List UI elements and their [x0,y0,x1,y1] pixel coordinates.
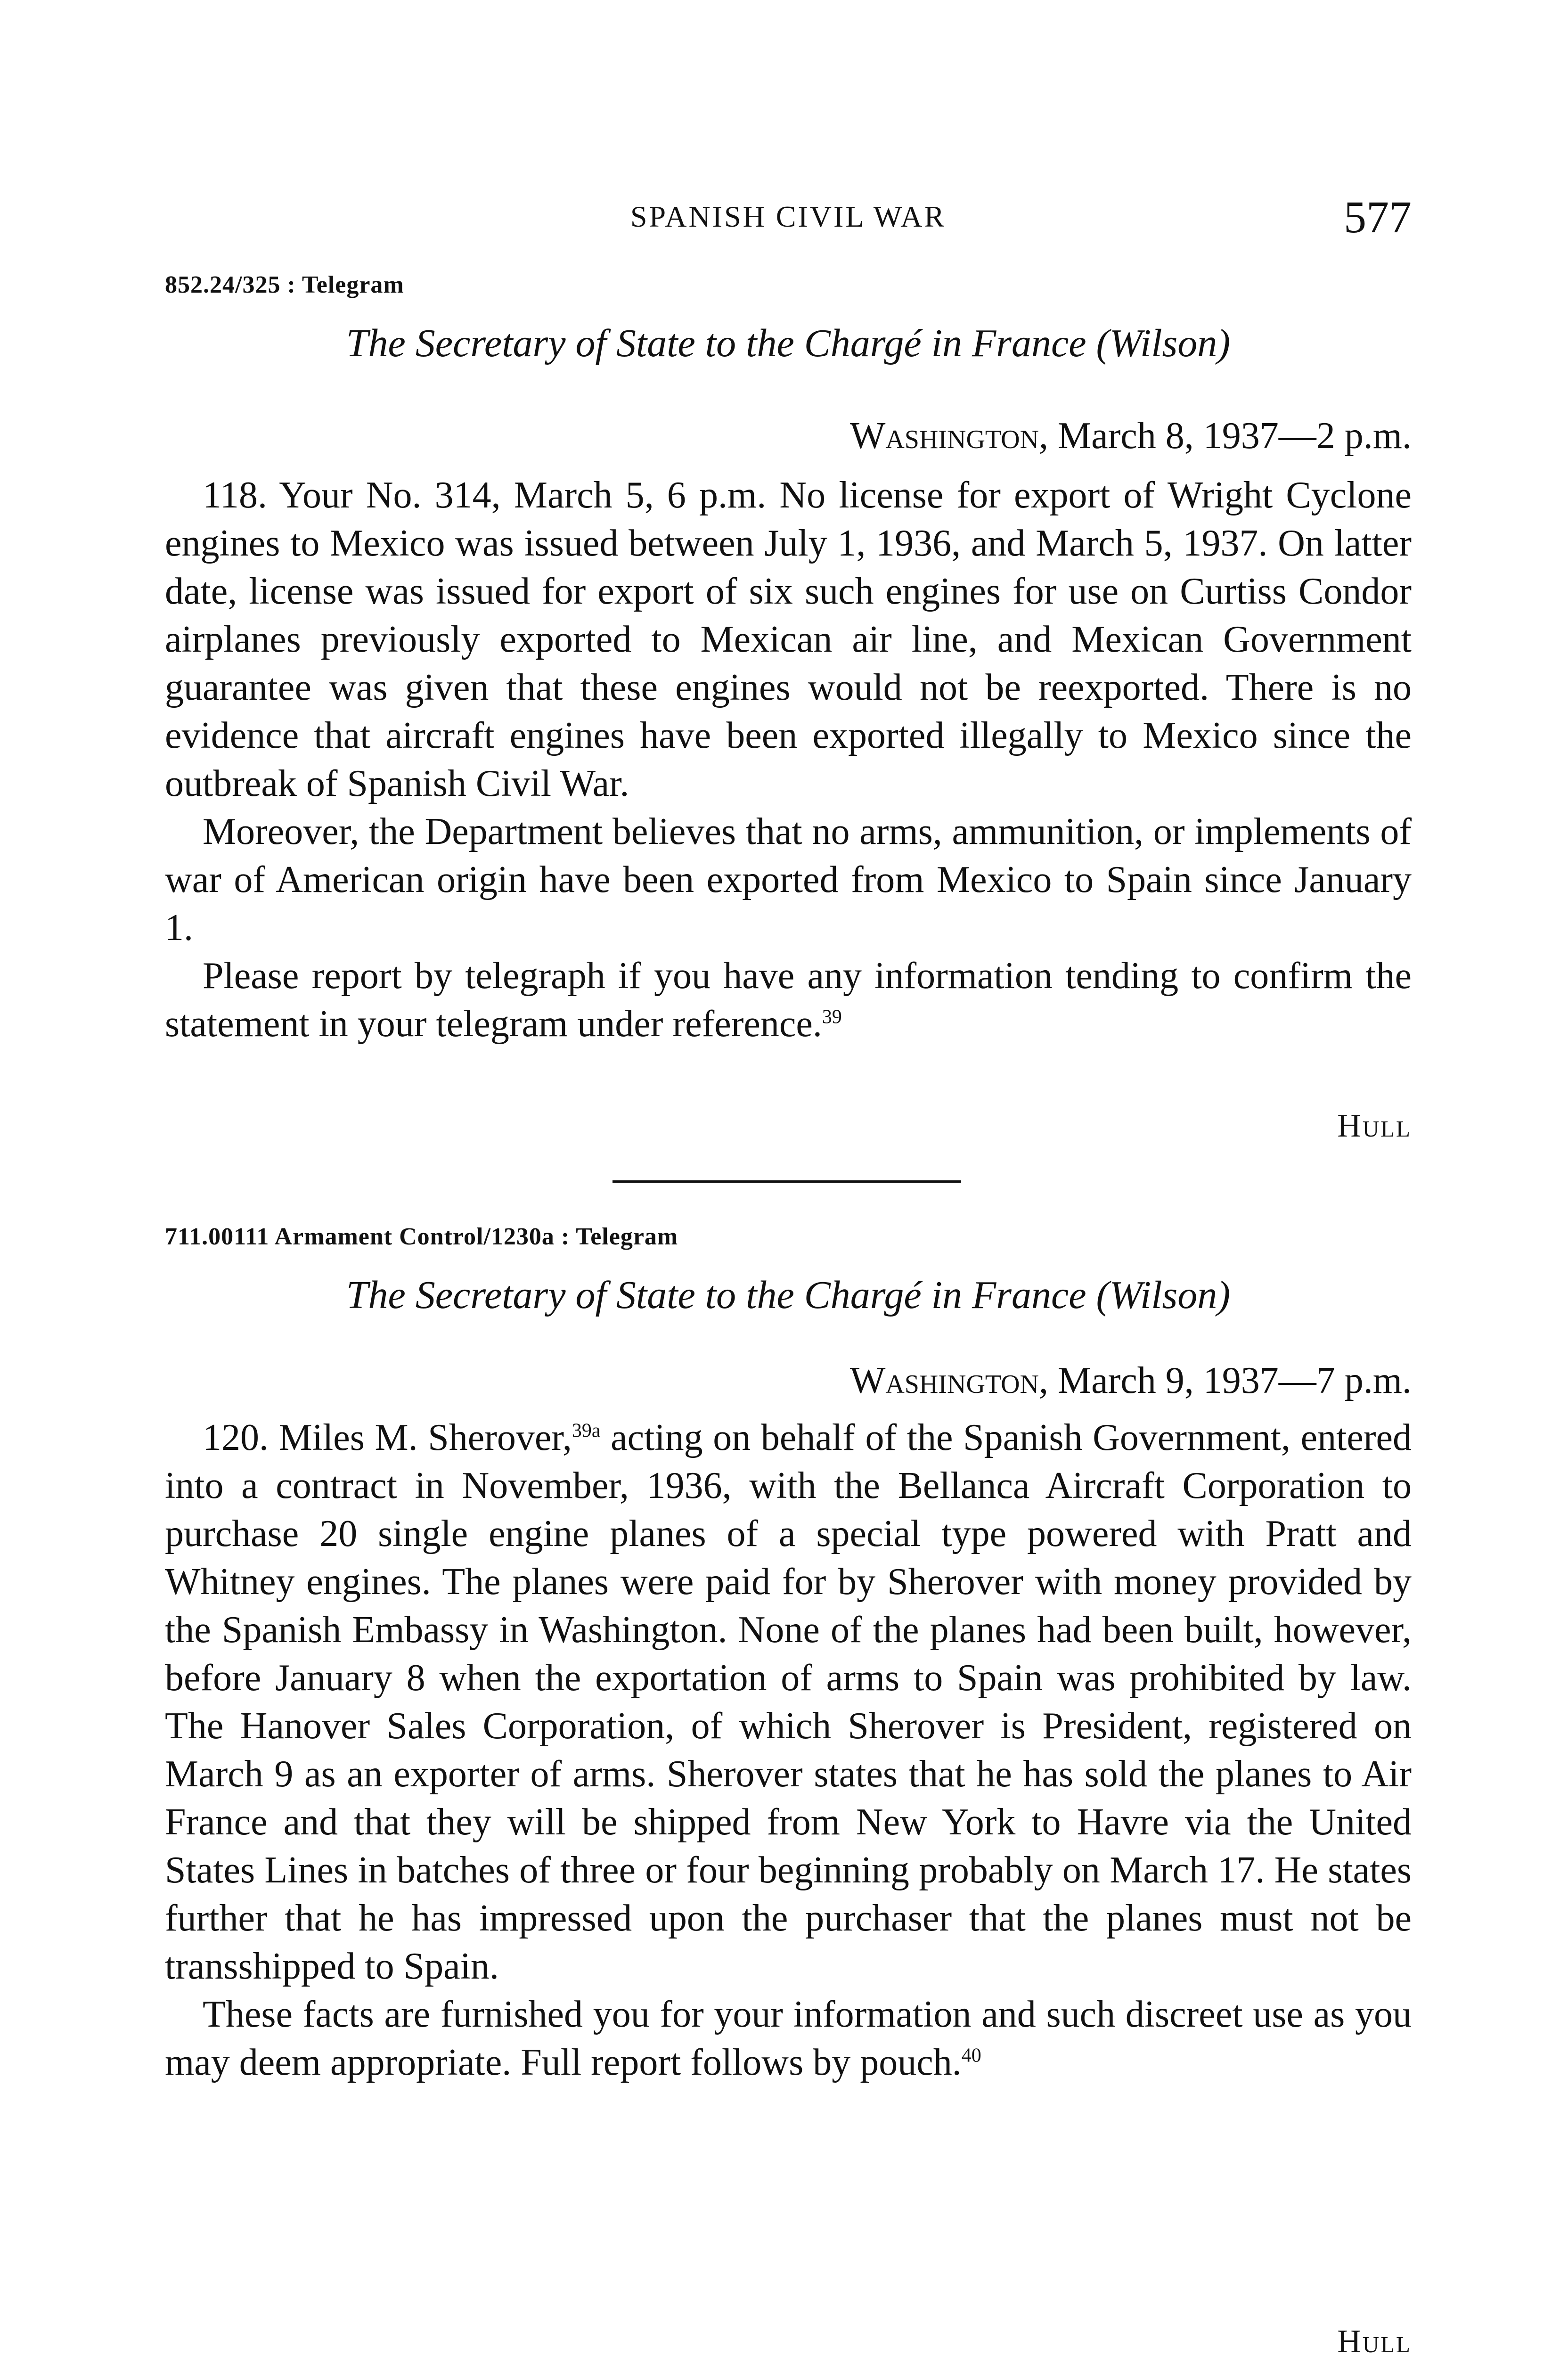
signature: Hull [1337,1108,1412,1144]
dateline-place: Washington, [849,415,1048,457]
paragraph-text: acting on behalf of the Spanish Government, entered into a contract in November, 1936, with the Bellanca Aircraft Corporation to purchase 20 single engine planes of a special type powered with Pratt and Whitney engines. The planes were paid for by Sherover with money provided by the Spanish Embassy in Washington. None of the planes had been built, however, before January 8 when the exportation of arms to Spain was prohibited by law. The Hanover Sales Corporation, of which Sherover is President, registered on March 9 as an exporter of arms. Sherover states that he has sold the planes to Air France and that they will be shipped from New York to Havre via the United States Lines in batches of three or four beginning probably on March 17. He states further that he has impressed upon the purchaser that the planes must not be transshipped to Spain. [165,1417,1412,1987]
dateline-place: Washington, [849,1360,1048,1401]
document-title: The Secretary of State to the Chargé in France (Wilson) [346,1273,1231,1317]
paragraph [165,1414,1412,1990]
dateline [850,1359,1412,1402]
paragraph-text: Please report by telegraph if you have any information tending to confirm the statement in your telegram under reference. [165,955,1412,1045]
section-divider [612,1180,961,1183]
paragraph: Moreover, the Department believes that no arms, ammunition, or implements of war of American origin have been exported from Mexico to Spain since January 1. [165,811,1412,949]
dateline [850,415,1412,458]
document-page [165,0,1412,2356]
dateline-date: March 9, 1937—7 p.m. [1048,1360,1412,1401]
paragraph-text: These facts are furnished you for your information and such discreet use as you may deem appropriate. Full report follows by pouch. [165,1994,1412,2083]
running-title: SPANISH CIVIL WAR [630,200,947,233]
paragraph-text: 120. Miles M. Sherover, [203,1417,572,1458]
paragraph: 118. Your No. 314, March 5, 6 p.m. No license for export of Wright Cyclone engines to Mexico was issued between July 1, 1936, and March 5, 1937. On latter date, license was issued for export of six such engines for use on Curtiss Condor airplanes previously exported to Mexican air line, and Mexican Government guarantee was given that these engines would not be reexported. There is no evidence that aircraft engines have been exported illegally to Mexico since the outbreak of Spanish Civil War. [165,474,1412,804]
footnote-marker: 39a [572,1420,601,1442]
footnote-marker: 40 [961,2045,981,2067]
telegram-body [165,471,1412,1048]
telegram-body [165,1414,1412,2086]
footnote-marker: 39 [822,1006,842,1028]
paragraph [165,1990,1412,2086]
file-reference: 852.24/325 : Telegram [165,271,404,298]
file-reference: 711.00111 Armament Control/1230a : Telegram [165,1223,678,1250]
page-number: 577 [1344,192,1412,242]
paragraph [165,952,1412,1048]
document-title: The Secretary of State to the Chargé in France (Wilson) [346,321,1231,365]
dateline-date: March 8, 1937—2 p.m. [1048,415,1412,457]
running-head [165,191,1412,247]
signature: Hull [1337,2323,1412,2356]
